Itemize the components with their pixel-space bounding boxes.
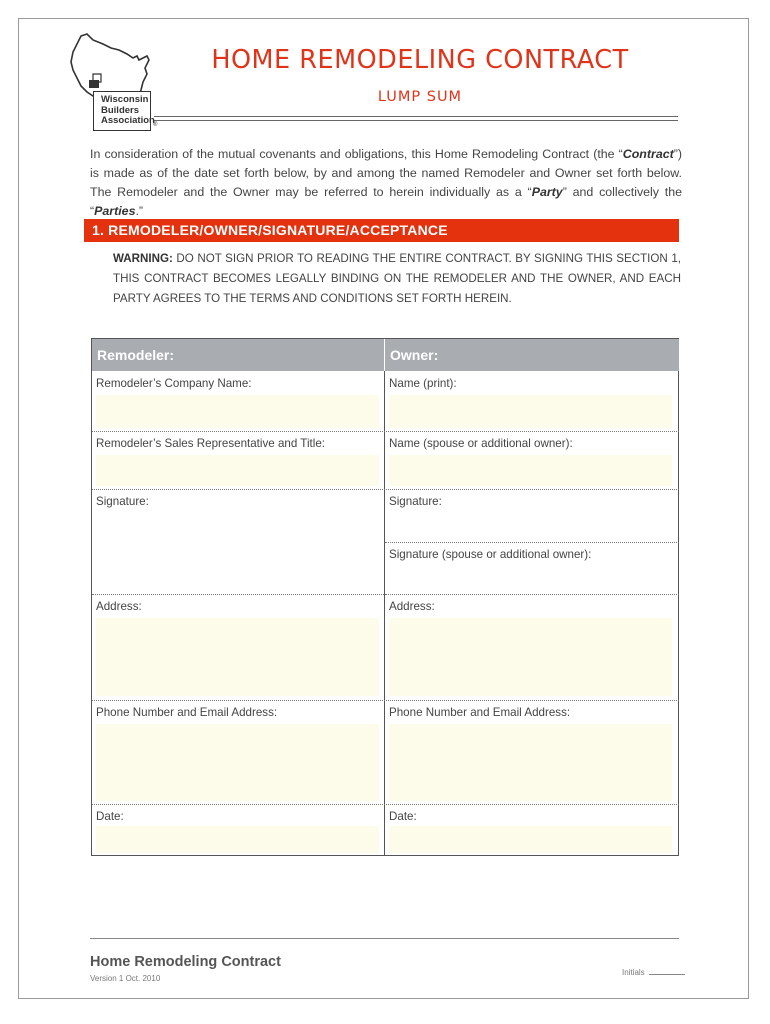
intro-text-3: ” and collectively the “: [90, 185, 682, 218]
remodeler-company-name-cell: [92, 371, 384, 431]
defined-term-contract: Contract: [622, 147, 674, 161]
logo-line-2: Builders: [101, 104, 140, 116]
remodeler-owner-table: [91, 338, 679, 856]
owner-date-field[interactable]: [389, 826, 672, 853]
field-label: Remodeler’s Company Name:: [96, 377, 252, 390]
initials-field: [622, 968, 685, 977]
owner-name-cell: [385, 371, 677, 431]
remodeler-sales-rep-cell: [92, 431, 384, 489]
remodeler-address-field[interactable]: [96, 618, 379, 696]
warning-text: DO NOT SIGN PRIOR TO READING THE ENTIRE CONTRACT. BY SIGNING THIS SECTION 1, THIS CONTRACT BECOMES LEGALLY BINDING ON THE REMODELER AND THE OWNER, AND EACH PARTY AGREES TO THE TERMS AND CONDITIONS SET FORTH HEREIN.: [113, 252, 681, 305]
registered-mark: ®: [153, 122, 158, 128]
defined-term-party: Party: [531, 185, 563, 199]
document-title: HOME REMODELING CONTRACT: [211, 45, 629, 75]
field-label: Signature (spouse or additional owner):: [389, 548, 592, 561]
field-label: Name (print):: [389, 377, 457, 390]
field-label: Phone Number and Email Address:: [96, 706, 278, 719]
field-label: Signature:: [389, 495, 442, 508]
remodeler-address-cell: [92, 594, 384, 700]
footer-version: Version 1 Oct. 2010: [90, 974, 161, 983]
wisconsin-builders-association-logo: [63, 30, 163, 130]
owner-name-field[interactable]: [389, 395, 672, 428]
defined-term-parties: Parties: [94, 204, 136, 218]
remodeler-column-header: Remodeler:: [92, 339, 384, 371]
owner-contact-field[interactable]: [389, 724, 672, 801]
owner-signature-cell: [385, 489, 677, 542]
logo-text-box: [93, 91, 155, 131]
initials-line[interactable]: [649, 974, 685, 975]
field-label: Name (spouse or additional owner):: [389, 437, 573, 450]
remodeler-contact-field[interactable]: [96, 724, 379, 801]
field-label: Address:: [96, 600, 142, 613]
owner-spouse-name-field[interactable]: [389, 455, 672, 486]
field-label: Date:: [96, 810, 124, 823]
remodeler-date-field[interactable]: [96, 826, 379, 853]
owner-date-cell: [385, 804, 677, 856]
initials-label: Initials: [622, 968, 645, 977]
owner-address-cell: [385, 594, 677, 700]
owner-spouse-name-cell: [385, 431, 677, 489]
title-double-rule: [154, 116, 678, 121]
owner-spouse-signature-cell: [385, 542, 677, 594]
remodeler-sales-rep-field[interactable]: [96, 455, 379, 486]
owner-address-field[interactable]: [389, 618, 672, 696]
warning-label: WARNING:: [113, 252, 173, 265]
owner-column-header: Owner:: [385, 339, 679, 371]
logo-line-3: Association: [101, 115, 155, 126]
remodeler-company-name-field[interactable]: [96, 395, 379, 428]
field-label: Address:: [389, 600, 435, 613]
field-label: Date:: [389, 810, 417, 823]
document-subtitle: LUMP SUM: [377, 89, 463, 105]
owner-contact-cell: [385, 700, 677, 804]
field-label: Remodeler’s Sales Representative and Title:: [96, 437, 325, 450]
remodeler-date-cell: [92, 804, 384, 856]
intro-text-1: In consideration of the mutual covenants and obligations, this Home Remodeling Contract (the “: [90, 147, 623, 161]
footer-rule: [90, 938, 679, 939]
remodeler-signature-cell: [92, 489, 384, 594]
footer-title: Home Remodeling Contract: [90, 954, 281, 970]
field-label: Phone Number and Email Address:: [389, 706, 571, 719]
remodeler-contact-cell: [92, 700, 384, 804]
field-label: Signature:: [96, 495, 149, 508]
intro-text-2: ”) is made as of the date set forth below, by and among the named Remodeler and Owner set forth below. The Remodeler and the Owner may be referred to herein individually as a “: [90, 147, 682, 199]
intro-paragraph: [90, 145, 682, 221]
intro-text-4: .”: [135, 204, 144, 218]
section-1-heading: 1. REMODELER/OWNER/SIGNATURE/ACCEPTANCE: [84, 219, 679, 242]
logo-line-1: Wisconsin: [101, 94, 149, 105]
signing-warning: [113, 249, 681, 309]
